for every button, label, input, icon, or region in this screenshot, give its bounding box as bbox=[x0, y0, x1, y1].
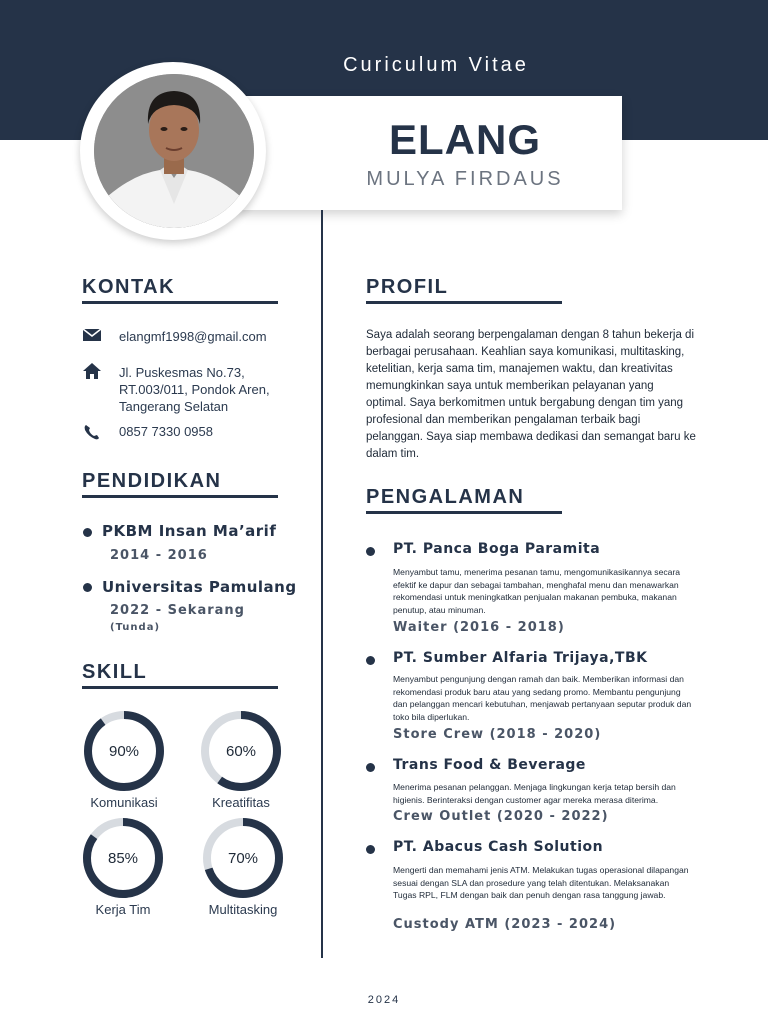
profile-text: Saya adalah seorang berpengalaman dengan 8 tahun bekerja di berbagai perusahaan. Keahlian saya komunikasi, multitasking, ketelitian, kerja sama tim, manajemen waktu, dan kreativitas memungkinkan saya untuk memberikan pelayanan yang optimal. Saya berkomitmen untuk bergabung dengan tim yang profesional dan memberikan pengalaman terbaik bagi pelanggan. Saya siap membawa dedikasi dan semangat baru ke dalam tim. bbox=[366, 329, 696, 460]
profile-heading: PROFIL bbox=[366, 276, 562, 304]
skill-ring bbox=[79, 706, 169, 796]
skill-percent: 90% bbox=[108, 743, 140, 760]
skill-ring bbox=[78, 813, 168, 903]
last-name: MULYA FIRDAUS bbox=[366, 168, 564, 190]
education-bullet bbox=[83, 583, 92, 592]
skill-label: Kerja Tim bbox=[95, 902, 151, 917]
education-school: Universitas Pamulang bbox=[102, 578, 297, 596]
experience-company: PT. Abacus Cash Solution bbox=[393, 839, 604, 855]
experience-description: Menyambut pengunjung dengan ramah dan baik. Memberikan informasi dan rekomendasi produk baru atau yang sedang promo. Membantu pengunjung dan pelanggan mencari kebutuhan, menjawab pertanyaan seputar produk dan toko bila diperlukan. bbox=[393, 674, 692, 722]
skill-percent: 85% bbox=[107, 850, 139, 867]
profile-photo bbox=[94, 74, 254, 228]
cv-title: Curiculum Vitae bbox=[343, 54, 529, 76]
education-bullet bbox=[83, 528, 92, 537]
skill-percent: 70% bbox=[227, 850, 259, 867]
experience-bullet bbox=[366, 763, 375, 772]
skill-label: Kreatifitas bbox=[212, 795, 270, 810]
skill-ring bbox=[196, 706, 286, 796]
experience-company: Trans Food & Beverage bbox=[393, 757, 586, 773]
experience-bullet bbox=[366, 656, 375, 665]
education-school: PKBM Insan Ma’arif bbox=[102, 522, 277, 540]
contact-email[interactable]: elangmf1998@gmail.com bbox=[119, 329, 267, 344]
education-note: (Tunda) bbox=[110, 622, 161, 633]
education-years: 2014 - 2016 bbox=[110, 548, 208, 563]
experience-role: Custody ATM (2023 - 2024) bbox=[393, 917, 617, 932]
phone-icon bbox=[82, 423, 104, 445]
skill-percent: 60% bbox=[225, 743, 257, 760]
column-divider bbox=[321, 210, 323, 958]
envelope-icon bbox=[82, 328, 104, 346]
experience-description: Menyambut tamu, menerima pesanan tamu, mengomunikasikannya secara efektif ke dapur dan sebagai tambahan, menghafal menu dan menawarkan rekomendasi untuk meningkatkan penjualan makanan pembuka, makanan penutup, atau minuman. bbox=[393, 567, 681, 615]
experience-role: Crew Outlet (2020 - 2022) bbox=[393, 809, 609, 824]
name-card bbox=[238, 96, 622, 210]
contact-phone[interactable]: 0857 7330 0958 bbox=[119, 424, 213, 439]
first-name: ELANG bbox=[389, 116, 541, 163]
skill-ring bbox=[198, 813, 288, 903]
experience-company: PT. Sumber Alfaria Trijaya,TBK bbox=[393, 650, 648, 666]
experience-description: Menerima pesanan pelanggan. Menjaga lingkungan kerja tetap bersih dan higienis. Berinteraksi dengan customer agar mereka merasa diterima. bbox=[393, 782, 676, 805]
footer-year: 2024 bbox=[367, 994, 401, 1006]
experience-role: Store Crew (2018 - 2020) bbox=[393, 727, 602, 742]
contact-heading: KONTAK bbox=[82, 276, 278, 304]
experience-bullet bbox=[366, 547, 375, 556]
education-years: 2022 - Sekarang bbox=[110, 603, 245, 618]
experience-heading: PENGALAMAN bbox=[366, 486, 562, 514]
home-icon bbox=[82, 362, 104, 384]
experience-bullet bbox=[366, 845, 375, 854]
skill-heading: SKILL bbox=[82, 661, 278, 689]
experience-description: Mengerti dan memahami jenis ATM. Melakukan tugas operasional dilapangan sesuai dengan SLA dan prosedure yang telah ditentukan. Melaksanakan Tugas RPL, FLM dengan baik dan penuh dengan rasa tanggung jawab. bbox=[393, 865, 689, 901]
experience-role: Waiter (2016 - 2018) bbox=[393, 620, 565, 635]
skill-label: Multitasking bbox=[208, 902, 278, 917]
education-heading: PENDIDIKAN bbox=[82, 470, 278, 498]
experience-company: PT. Panca Boga Paramita bbox=[393, 541, 601, 557]
contact-address: Jl. Puskesmas No.73, RT.003/011, Pondok Aren, Tangerang Selatan bbox=[119, 365, 270, 414]
skill-label: Komunikasi bbox=[90, 795, 158, 810]
